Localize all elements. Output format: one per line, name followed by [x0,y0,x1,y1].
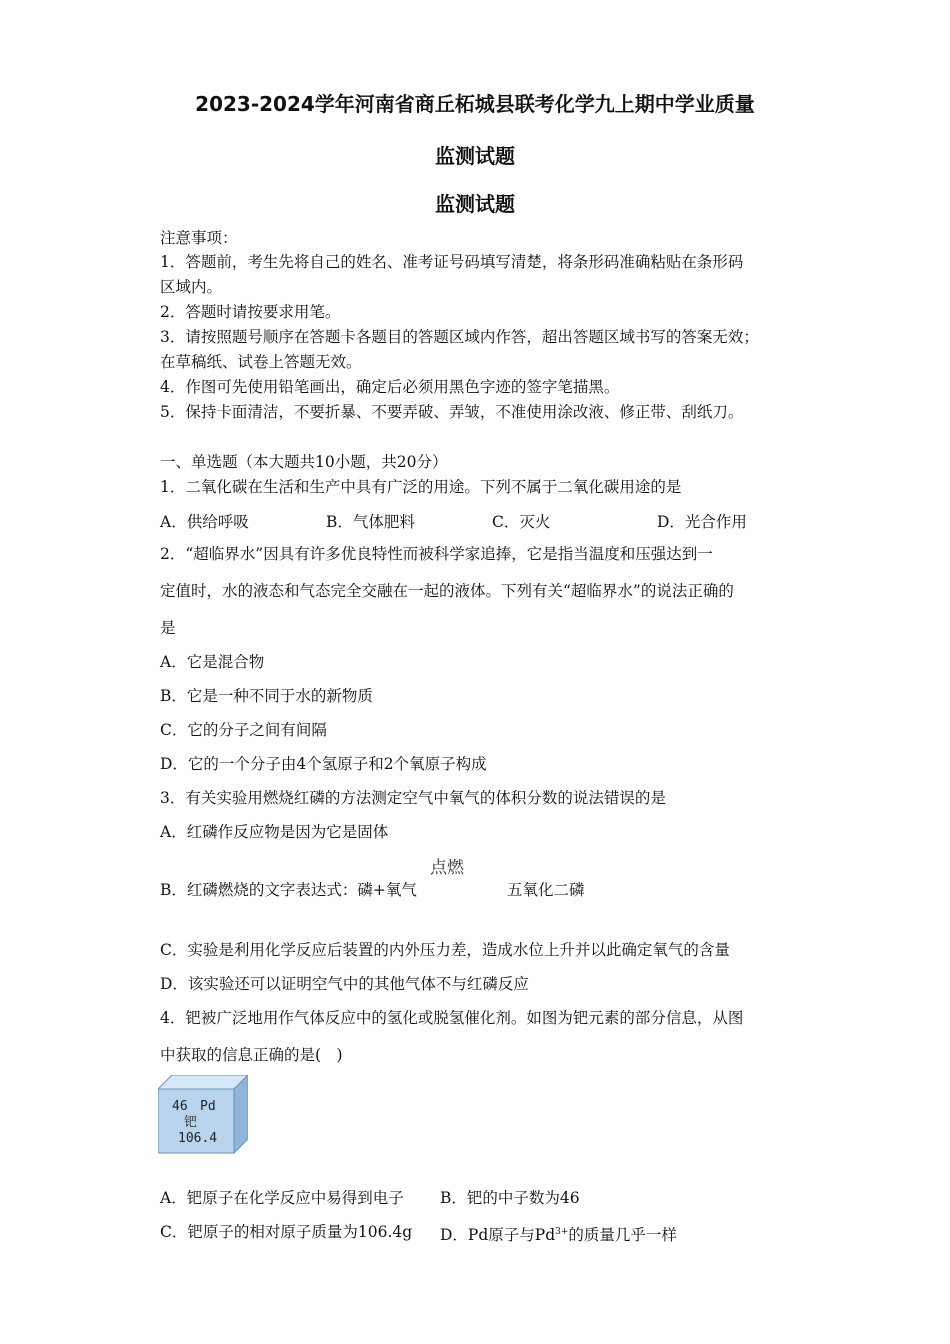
notice-item-2: 2．答题时请按要求用笔。 [160,303,341,321]
q4-option-d-suffix: 的质量几乎一样 [568,1226,677,1245]
notice-item-4: 4．作图可先使用铅笔画出，确定后必须用黑色字迹的签字笔描黑。 [160,378,620,396]
q2-stem-line-2: 定值时，水的液态和气态完全交融在一起的液体。下列有关“超临界水”的说法正确的 [160,582,734,600]
reaction-condition: 点燃 [430,858,464,878]
q2-stem-line-3: 是 [160,619,176,637]
q3-option-c: C．实验是利用化学反应后装置的内外压力差，造成水位上升并以此确定氧气的含量 [160,941,730,959]
q4-option-a: A．钯原子在化学反应中易得到电子 [160,1189,404,1207]
title-line-2: 监测试题 [435,144,515,168]
notice-item-3-cont: 在草稿纸、试卷上答题无效。 [160,353,362,371]
ion-charge: 3+ [555,1227,569,1237]
q3-stem: 3．有关实验用燃烧红磷的方法测定空气中氧气的体积分数的说法错误的是 [160,789,666,807]
q4-option-d [440,1222,677,1245]
q4-option-b: B．钯的中子数为46 [440,1189,580,1207]
cube-top-face [158,1075,248,1089]
q3-option-a: A．红磷作反应物是因为它是固体 [160,823,389,841]
q2-option-c: C．它的分子之间有间隔 [160,721,327,739]
q1-option-c: C．灭火 [492,513,551,531]
element-mass: 106.4 [178,1131,218,1146]
q4-stem-line-1: 4．钯被广泛地用作气体反应中的氢化或脱氢催化剂。如图为钯元素的部分信息，从图 [160,1009,744,1027]
notice-item-3: 3．请按照题号顺序在答题卡各题目的答题区域内作答，超出答题区域书写的答案无效； [160,328,759,346]
notice-item-1: 1．答题前，考生先将自己的姓名、准考证号码填写清楚，将条形码准确粘贴在条形码 [160,253,744,271]
q1-option-d: D．光合作用 [657,513,747,531]
q3-option-b-left: B．红磷燃烧的文字表达式：磷+氧气 [160,881,417,899]
q3-option-b-right: 五氧化二磷 [507,881,585,899]
element-name: 钯 [184,1115,198,1130]
title-line-3: 监测试题 [435,192,515,216]
q3-option-d: D．该实验还可以证明空气中的其他气体不与红磷反应 [160,975,529,993]
q2-stem-line-1: 2．“超临界水”因具有许多优良特性而被科学家追捧，它是指当温度和压强达到一 [160,545,713,563]
element-card-palladium [158,1075,248,1155]
q4-option-c: C．钯原子的相对原子质量为106.4g [160,1223,413,1241]
element-number: 46 [172,1099,188,1114]
q1-option-a: A．供给呼吸 [160,513,249,531]
title-line-1: 2023-2024学年河南省商丘柘城县联考化学九上期中学业质量 [195,92,755,116]
q1-option-b: B．气体肥料 [326,513,415,531]
element-symbol: Pd [200,1099,216,1114]
q2-option-b: B．它是一种不同于水的新物质 [160,687,373,705]
section-heading: 一、单选题（本大题共10小题，共20分） [160,453,448,471]
q2-option-d: D．它的一个分子由4个氢原子和2个氧原子构成 [160,755,487,773]
notice-item-1-cont: 区域内。 [160,278,223,296]
q4-stem-line-2: 中获取的信息正确的是( ) [160,1046,343,1064]
cube-side-face [234,1075,248,1153]
notice-item-5: 5．保持卡面清洁，不要折暴、不要弄破、弄皱，不准使用涂改液、修正带、刮纸刀。 [160,403,744,421]
q4-option-d-prefix: D．Pd原子与Pd [440,1226,556,1245]
notice-heading: 注意事项： [160,229,238,247]
q1-stem: 1．二氧化碳在生活和生产中具有广泛的用途。下列不属于二氧化碳用途的是 [160,478,682,496]
q2-option-a: A．它是混合物 [160,653,265,671]
